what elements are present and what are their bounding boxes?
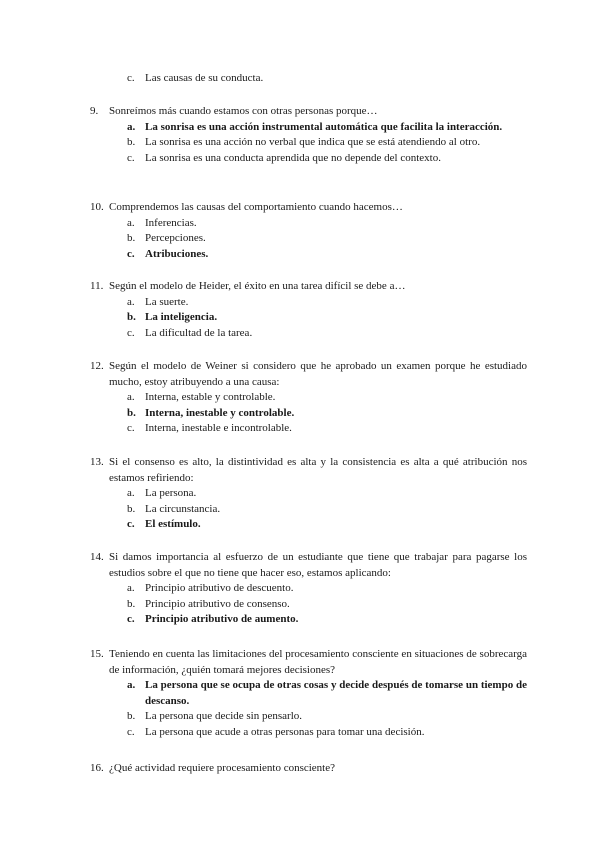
options-list — [90, 486, 527, 533]
options-list — [90, 295, 527, 342]
option-letter: c. — [127, 72, 135, 84]
question-number: 9. — [90, 105, 99, 117]
option-a — [127, 486, 527, 502]
option-text: Principio atributivo de aumento. — [145, 613, 299, 625]
question-number: 16. — [90, 762, 104, 774]
question-10 — [90, 200, 527, 262]
option-b — [127, 231, 527, 247]
option-a — [127, 216, 527, 232]
option-letter: b. — [127, 136, 136, 148]
question-11 — [90, 279, 527, 341]
option-text: La persona que acude a otras personas para tomar una decisión. — [145, 725, 425, 738]
question-stem — [90, 200, 527, 216]
option-text: Interna, inestable e incontrolable. — [145, 422, 292, 434]
question-text: ¿Qué actividad requiere procesamiento consciente? — [109, 762, 335, 774]
option-letter: b. — [127, 502, 136, 515]
option-letter: c. — [127, 613, 135, 625]
option-letter: c. — [127, 518, 135, 530]
question-stem — [90, 761, 527, 777]
question-8-tail — [90, 71, 527, 87]
option-b — [127, 597, 527, 613]
option-letter: b. — [127, 311, 136, 323]
option-text: Interna, estable y controlable. — [145, 391, 276, 403]
question-12 — [90, 359, 527, 437]
option-b-correct — [127, 406, 527, 422]
option-text: Las causas de su conducta. — [145, 72, 264, 84]
options-list — [90, 216, 527, 263]
option-c-correct — [127, 612, 527, 628]
question-14 — [90, 550, 527, 628]
option-letter: a. — [127, 295, 135, 308]
question-stem — [90, 279, 527, 295]
option-text: Principio atributivo de descuento. — [145, 582, 294, 594]
option-b-correct — [127, 310, 527, 326]
question-text: Según el modelo de Weiner si considero que he aprobado un examen porque he estudiado mucho, estoy atribuyendo a una causa: — [109, 360, 527, 388]
question-stem — [90, 647, 527, 678]
option-letter: a. — [127, 487, 135, 499]
option-b — [127, 709, 527, 725]
option-a-correct — [127, 120, 527, 136]
option-letter: a. — [127, 120, 136, 133]
question-text: Si damos importancia al esfuerzo de un estudiante que tiene que trabajar para pagarse los estudios sobre el que no tiene que hacer eso, estamos aplicando: — [109, 551, 527, 579]
options-list — [90, 390, 527, 437]
question-number: 14. — [90, 551, 104, 563]
option-text: La persona. — [145, 487, 197, 499]
option-text: Atribuciones. — [145, 247, 209, 260]
question-number: 13. — [90, 456, 104, 468]
question-9 — [90, 104, 527, 166]
option-text: La dificultad de la tarea. — [145, 326, 253, 339]
option-text: La suerte. — [145, 295, 189, 308]
options-list — [90, 581, 527, 628]
option-c — [127, 421, 527, 437]
options-list — [90, 678, 527, 740]
option-letter: c. — [127, 151, 135, 164]
question-text: Sonreímos más cuando estamos con otras personas porque… — [109, 105, 378, 117]
option-letter: c. — [127, 422, 135, 434]
option-b — [127, 135, 527, 151]
option-a — [127, 581, 527, 597]
option-b — [127, 502, 527, 518]
option-c-correct — [127, 517, 527, 533]
question-stem — [90, 550, 527, 581]
option-text: Principio atributivo de consenso. — [145, 597, 290, 610]
option-c — [127, 725, 527, 741]
question-stem — [90, 359, 527, 390]
question-15 — [90, 647, 527, 740]
question-text: Si el consenso es alto, la distintividad es alta y la consistencia es alta a qué atribución nos estamos refiriendo: — [109, 456, 527, 484]
question-16 — [90, 761, 527, 777]
question-number: 12. — [90, 360, 104, 372]
option-text: La circunstancia. — [145, 502, 221, 515]
option-text: Inferencias. — [145, 216, 197, 229]
question-text: Según el modelo de Heider, el éxito en una tarea difícil se debe a… — [109, 280, 406, 292]
option-c — [127, 71, 527, 87]
question-stem — [90, 104, 527, 120]
option-letter: b. — [127, 597, 136, 610]
option-text: La sonrisa es una acción instrumental automática que facilita la interacción. — [145, 120, 503, 133]
option-letter: b. — [127, 232, 136, 244]
options-list — [90, 71, 527, 87]
option-letter: c. — [127, 326, 135, 339]
option-c — [127, 326, 527, 342]
option-letter: a. — [127, 216, 135, 229]
option-text: La sonrisa es una acción no verbal que indica que se está atendiendo al otro. — [145, 136, 481, 148]
option-text: Interna, inestable y controlable. — [145, 406, 295, 419]
option-letter: c. — [127, 725, 135, 738]
option-letter: a. — [127, 582, 135, 594]
option-text: La inteligencia. — [145, 311, 218, 323]
option-letter: b. — [127, 406, 136, 419]
options-list — [90, 120, 527, 167]
option-letter: a. — [127, 391, 135, 403]
option-text: La persona que decide sin pensarlo. — [145, 710, 302, 722]
option-a — [127, 295, 527, 311]
option-c-correct — [127, 247, 527, 263]
question-13 — [90, 455, 527, 533]
question-text: Comprendemos las causas del comportamiento cuando hacemos… — [109, 201, 403, 213]
question-text: Teniendo en cuenta las limitaciones del procesamiento consciente en situaciones de sobrecarga de información, ¿quién tomará mejores decisiones? — [109, 648, 527, 676]
option-text: El estímulo. — [145, 518, 201, 530]
question-stem — [90, 455, 527, 486]
question-number: 11. — [90, 280, 104, 292]
option-a — [127, 390, 527, 406]
question-number: 10. — [90, 201, 104, 213]
option-letter: b. — [127, 710, 136, 722]
question-number: 15. — [90, 648, 104, 660]
option-text: La sonrisa es una conducta aprendida que no depende del contexto. — [145, 151, 441, 164]
option-text: Percepciones. — [145, 232, 206, 244]
option-letter: c. — [127, 247, 135, 260]
option-c — [127, 151, 527, 167]
option-text: La persona que se ocupa de otras cosas y decide después de tomarse un tiempo de descanso. — [145, 679, 527, 707]
option-a-correct — [127, 678, 527, 709]
option-letter: a. — [127, 679, 136, 691]
